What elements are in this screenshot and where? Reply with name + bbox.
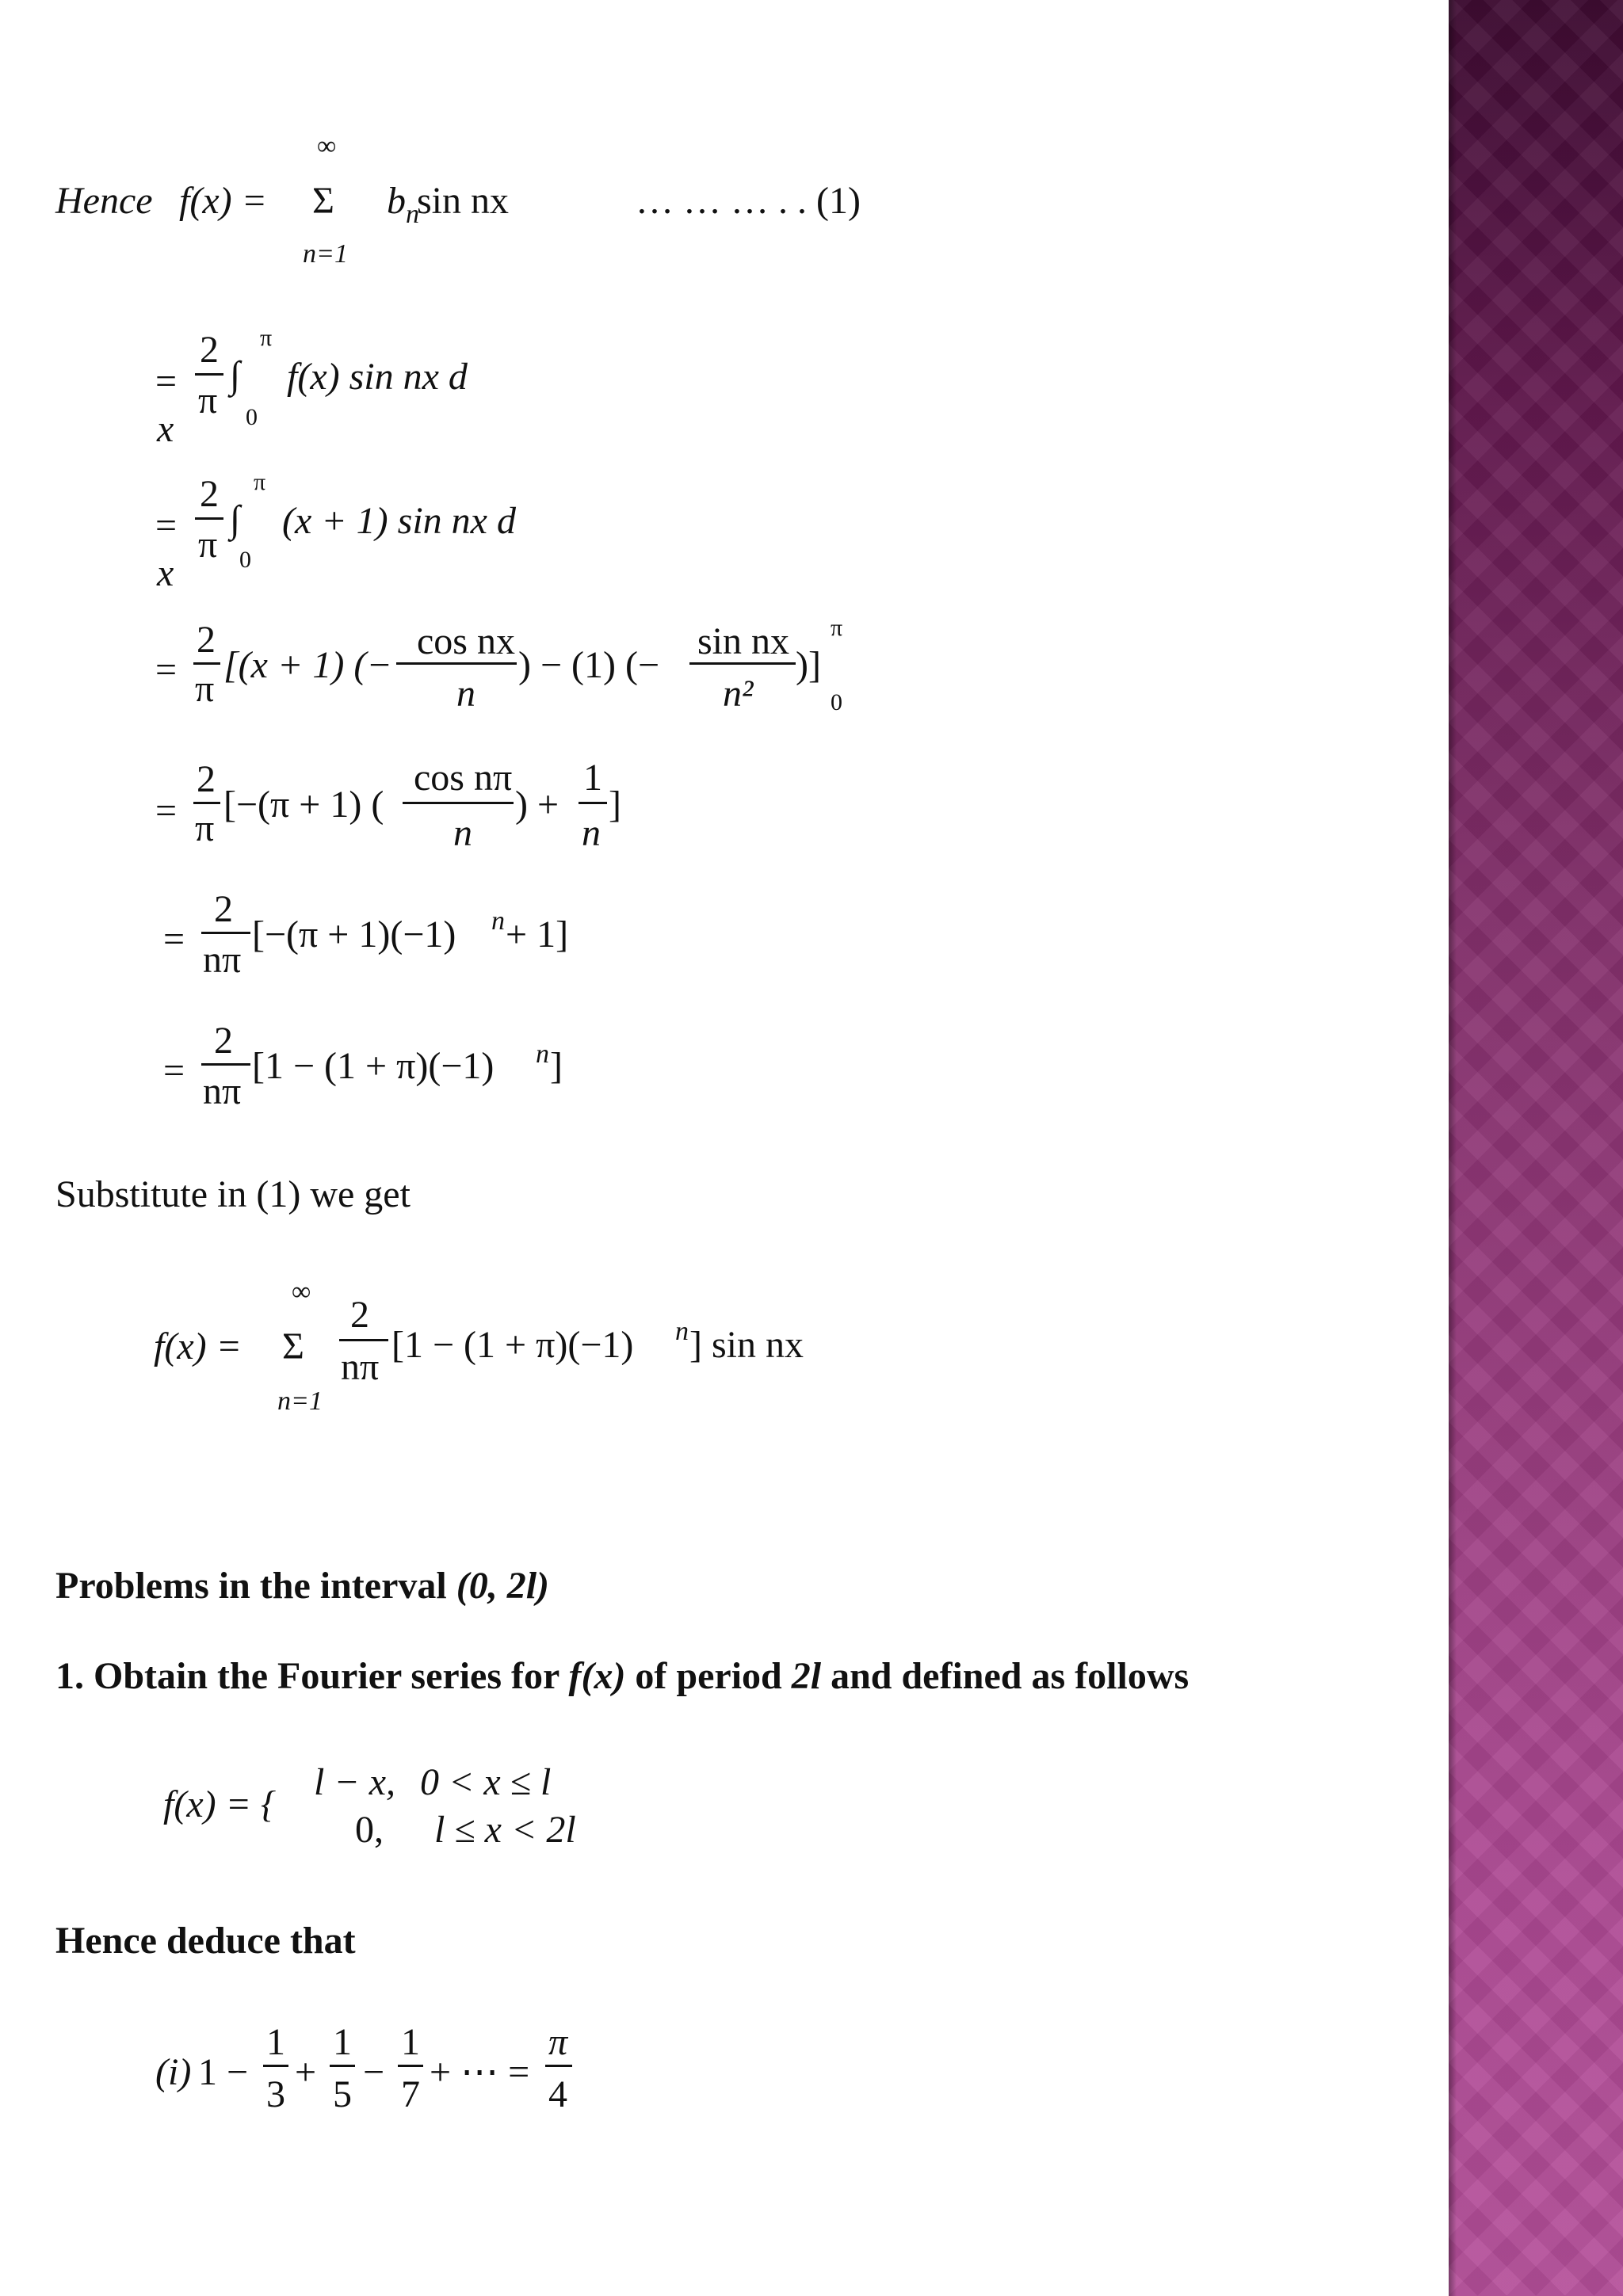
problem-prefix: 1. Obtain the Fourier series for bbox=[55, 1655, 569, 1697]
cos-fraction-numerator: cos nπ bbox=[414, 757, 513, 799]
exponent-n: n bbox=[675, 1317, 689, 1346]
problem-middle: of period bbox=[625, 1655, 792, 1697]
fraction-1-numerator: 1 bbox=[266, 2021, 285, 2063]
integral-lower-limit: 0 bbox=[246, 404, 258, 430]
sigma-symbol: Σ bbox=[312, 180, 334, 222]
fraction-bar bbox=[195, 517, 223, 520]
bracket-part-2: ) + bbox=[515, 784, 559, 826]
fraction-numerator: 2 bbox=[200, 329, 219, 371]
cos-fraction-bar bbox=[396, 662, 517, 665]
expression-tail: ] sin nx bbox=[689, 1324, 804, 1366]
problem-period: 2l bbox=[791, 1655, 822, 1697]
equals-sign: = bbox=[155, 790, 178, 832]
piecewise-lhs: f(x) = { bbox=[163, 1783, 277, 1825]
operator-plus-1: + bbox=[295, 2051, 317, 2093]
fraction-2-denominator: 5 bbox=[333, 2073, 352, 2115]
series-first-term: 1 − bbox=[198, 2051, 249, 2093]
fraction-bar bbox=[193, 802, 220, 804]
evaluation-upper-limit: π bbox=[831, 615, 843, 641]
operator-minus: − bbox=[363, 2051, 385, 2093]
fraction-numerator: 2 bbox=[214, 1020, 233, 1062]
sigma-lower-limit: n=1 bbox=[277, 1386, 323, 1416]
item-label: (i) bbox=[155, 2051, 192, 2093]
integral-upper-limit: π bbox=[260, 325, 273, 351]
fraction-2-numerator: 1 bbox=[333, 2021, 352, 2063]
fraction-3-numerator: 1 bbox=[401, 2021, 420, 2063]
case-2-condition: l ≤ x < 2l bbox=[434, 1809, 576, 1851]
coefficient-b: b bbox=[387, 180, 406, 222]
equals-sign: = bbox=[163, 918, 185, 960]
case-1-condition: 0 < x ≤ l bbox=[420, 1761, 552, 1803]
expression-tail: + 1] bbox=[506, 913, 569, 955]
fraction-2-bar bbox=[330, 2065, 355, 2067]
cos-fraction-numerator: cos nx bbox=[417, 620, 515, 662]
case-2-value: 0, bbox=[355, 1809, 384, 1851]
reciprocal-bar bbox=[579, 802, 607, 804]
sine-term: sin nx bbox=[417, 180, 510, 222]
cos-fraction-bar bbox=[403, 802, 514, 804]
fraction-denominator: π bbox=[195, 668, 215, 710]
expression-body: [1 − (1 + π)(−1) bbox=[252, 1045, 495, 1087]
decorative-side-band bbox=[1449, 0, 1623, 2296]
cos-fraction-denominator: n bbox=[453, 812, 472, 854]
bracket-part-1: [(x + 1) (− bbox=[223, 644, 392, 686]
sin-fraction-numerator: sin nx bbox=[697, 620, 790, 662]
bracket-part-2: ) − (1) (− bbox=[518, 644, 660, 686]
fraction-bar bbox=[339, 1339, 388, 1341]
section-heading bbox=[55, 1567, 549, 1605]
integrand: (x + 1) sin nx d bbox=[282, 500, 516, 542]
case-1-value: l − x, bbox=[314, 1761, 396, 1803]
fraction-3-bar bbox=[398, 2065, 423, 2067]
cos-fraction-denominator: n bbox=[456, 673, 475, 715]
fraction-3-denominator: 7 bbox=[401, 2073, 420, 2115]
problem-statement bbox=[55, 1657, 1189, 1695]
fraction-1-denominator: 3 bbox=[266, 2073, 285, 2115]
sigma-upper-limit: ∞ bbox=[292, 1277, 311, 1306]
exponent-n: n bbox=[491, 906, 505, 936]
expression-body: [1 − (1 + π)(−1) bbox=[391, 1324, 634, 1366]
coefficient-subscript: n bbox=[406, 200, 419, 229]
problem-function: f(x) bbox=[568, 1655, 626, 1697]
text-substitute: Substitute in (1) we get bbox=[55, 1173, 411, 1215]
fraction-bar bbox=[201, 932, 250, 934]
bracket-part-3: ] bbox=[609, 784, 621, 826]
text-deduce: Hence deduce that bbox=[55, 1920, 356, 1962]
equals-sign: = bbox=[155, 505, 178, 547]
fraction-denominator: nπ bbox=[203, 939, 242, 981]
fraction-numerator: 2 bbox=[214, 888, 233, 930]
fraction-1-bar bbox=[263, 2065, 288, 2067]
expression-tail: ] bbox=[550, 1045, 563, 1087]
equals-sign: = bbox=[163, 1050, 185, 1092]
differential-x: x bbox=[157, 552, 174, 594]
fraction-denominator: π bbox=[195, 807, 215, 849]
fraction-bar bbox=[195, 373, 223, 376]
equals-sign: = bbox=[155, 649, 178, 691]
integral-upper-limit: π bbox=[254, 469, 266, 495]
expression-body: [−(π + 1)(−1) bbox=[252, 913, 456, 955]
fraction-denominator: nπ bbox=[203, 1070, 242, 1112]
result-denominator: 4 bbox=[548, 2073, 567, 2115]
series-tail: + ⋯ = bbox=[430, 2051, 530, 2093]
lhs-fx: f(x) = bbox=[154, 1325, 242, 1367]
fraction-bar bbox=[201, 1063, 250, 1066]
fraction-denominator: π bbox=[198, 524, 218, 566]
integral-sign: ∫ bbox=[230, 354, 241, 396]
section-heading-text: Problems in the interval bbox=[55, 1565, 456, 1607]
word-hence: Hence bbox=[55, 180, 153, 222]
equation-tag: … … … . . (1) bbox=[636, 180, 861, 222]
exponent-n: n bbox=[536, 1039, 549, 1069]
fraction-numerator: 2 bbox=[350, 1294, 369, 1336]
fraction-denominator: nπ bbox=[341, 1346, 380, 1388]
reciprocal-numerator: 1 bbox=[583, 757, 602, 799]
bracket-part-1: [−(π + 1) ( bbox=[223, 784, 384, 826]
section-heading-interval: (0, 2l) bbox=[456, 1565, 550, 1607]
sin-fraction-denominator: n² bbox=[723, 673, 754, 715]
bracket-part-3: )] bbox=[796, 644, 821, 686]
sigma-symbol: Σ bbox=[282, 1325, 304, 1367]
fraction-numerator: 2 bbox=[197, 619, 216, 661]
sigma-upper-limit: ∞ bbox=[317, 132, 337, 161]
integrand: f(x) sin nx d bbox=[287, 356, 468, 398]
fraction-bar bbox=[193, 662, 220, 665]
result-bar bbox=[545, 2065, 572, 2067]
sin-fraction-bar bbox=[689, 662, 796, 665]
fraction-numerator: 2 bbox=[200, 473, 219, 515]
sigma-lower-limit: n=1 bbox=[303, 239, 348, 269]
fraction-denominator: π bbox=[198, 379, 218, 421]
integral-sign: ∫ bbox=[230, 498, 241, 540]
problem-suffix: and defined as follows bbox=[821, 1655, 1190, 1697]
integral-lower-limit: 0 bbox=[239, 547, 251, 573]
equals-sign: = bbox=[155, 360, 178, 402]
evaluation-lower-limit: 0 bbox=[831, 689, 842, 715]
result-numerator: π bbox=[548, 2021, 568, 2063]
fraction-numerator: 2 bbox=[197, 758, 216, 800]
reciprocal-denominator: n bbox=[582, 812, 601, 854]
lhs-fx: f(x) = bbox=[179, 180, 267, 222]
differential-x: x bbox=[157, 408, 174, 450]
